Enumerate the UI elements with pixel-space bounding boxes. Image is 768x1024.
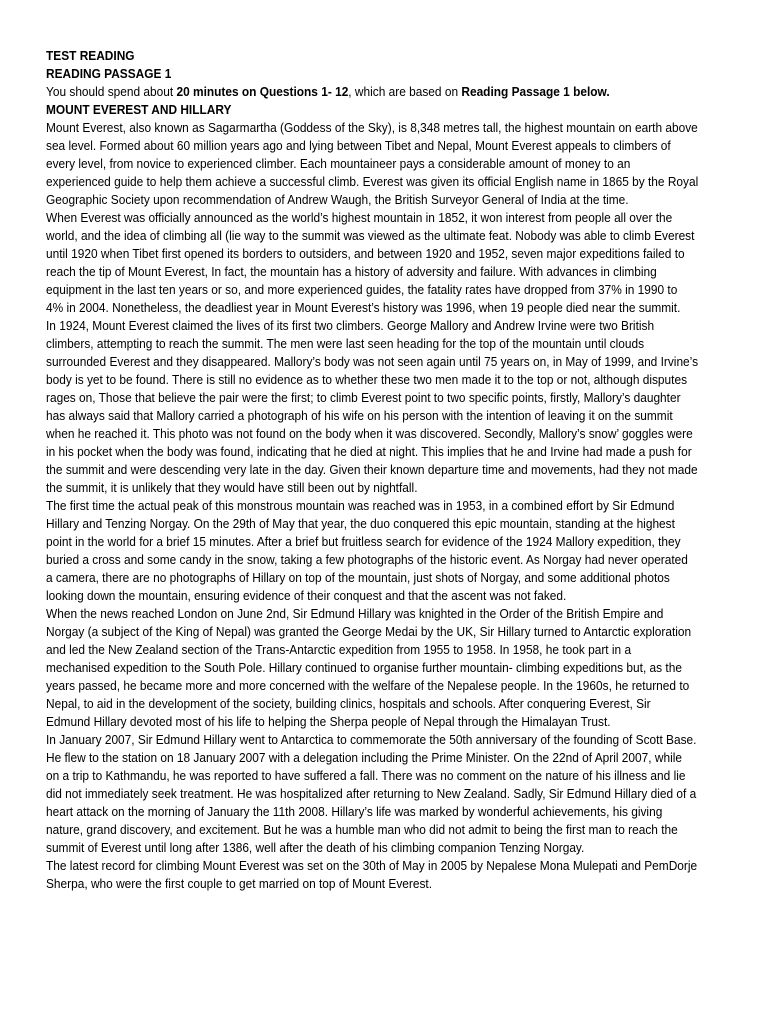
passage-line: looking down the mountain, ensuring evidence of their conquest and that the ascent was not faked. <box>46 588 567 603</box>
passage-line: years passed, he became more and more concerned with the welfare of the Nepalese people. In the 1960s, he returned to <box>46 678 690 693</box>
passage-line: body is yet to be found. There is still no evidence as to whether these two men made it to the top or not, although disputes <box>46 372 688 387</box>
passage-line: reach the tip of Mount Everest, In fact, the mountain has a history of adversity and failure. With advances in climbing <box>46 264 657 279</box>
passage-line: buried a cross and some candy in the snow, taking a few photographs of the historic event. As Norgay had never operated <box>46 552 688 567</box>
passage-line: He flew to the station on 18 January 2007 with a delegation including the Prime Minister. On the 22nd of April 2007, while <box>46 750 682 765</box>
passage-line: Geographic Society upon recommendation of Andrew Waugh, the British Surveyor General of India at the time. <box>46 192 629 207</box>
passage-line: In 1924, Mount Everest claimed the lives of its first two climbers. George Mallory and Andrew Irvine were two British <box>46 318 655 333</box>
passage-line: When the news reached London on June 2nd, Sir Edmund Hillary was knighted in the Order of the British Empire and <box>46 606 664 621</box>
passage-line: Hillary and Tenzing Norgay. On the 29th of May that year, the duo conquered this epic mountain, standing at the highest <box>46 516 675 531</box>
passage-line: equipment in the last ten years or so, and more experienced guides, the fatality rates have dropped from 37% in 1990 to <box>46 282 678 297</box>
passage-line: and led the New Zealand section of the Trans-Antarctic expedition from 1955 to 1958. In 1958, he took part in a <box>46 642 632 657</box>
passage-body <box>46 119 732 893</box>
passage-line: climbers, attempting to reach the summit. The men were last seen heading for the top of the mountain until clouds <box>46 336 645 351</box>
passage-line: when he reached it. This photo was not found on the body when it was discovered. Secondly, Mallory’s snow’ goggles were <box>46 426 693 441</box>
passage-line: every level, from novice to experienced climber. Each mountaineer pays a considerable amount of money to an <box>46 156 631 171</box>
passage-line: Mount Everest, also known as Sagarmartha (Goddess of the Sky), is 8,348 metres tall, the highest mountain on earth above <box>46 120 698 135</box>
passage-line: summit of Everest until long after 1386, well after the death of his climbing companion Tenzing Norgay. <box>46 840 585 855</box>
passage-line: 4% in 2004. Nonetheless, the deadliest year in Mount Everest’s history was 1996, when 19 people died near the summit. <box>46 300 681 315</box>
passage-line: point in the world for a brief 15 minutes. After a brief but fruitless search for evidence of the 1924 Mallory expedition, they <box>46 534 681 549</box>
passage-line: a camera, there are no photographs of Hillary on top of the mountain, just shots of Norgay, and some additional photos <box>46 570 670 585</box>
passage-line: on a trip to Kathmandu, he was reported to have suffered a fall. There was no comment on the nature of his illness and lie <box>46 768 686 783</box>
passage-line: sea level. Formed about 60 million years ago and lying between Tibet and Nepal, Mount Everest appeals to climbers of <box>46 138 671 153</box>
passage-line: the summit and were descending very late in the day. Given their known departure time and movements, had they not made <box>46 462 698 477</box>
passage-line: The latest record for climbing Mount Everest was set on the 30th of May in 2005 by Nepalese Mona Mulepati and PemDorje <box>46 858 698 873</box>
instruction-ref: Reading Passage 1 below. <box>461 84 610 99</box>
passage-line: world, and the idea of climbing all (lie way to the summit was viewed as the ultimate feat. Nobody was able to climb Everest <box>46 228 695 243</box>
passage-line: the summit, it is unlikely that they would have still been out by nightfall. <box>46 480 418 495</box>
passage-line: surrounded Everest and they disappeared. Mallory’s body was not seen again until 75 years on, in May of 1999, and Irvine’s <box>46 354 699 369</box>
passage-line: in his pocket when the body was found, indicating that he died at night. This implies that he and Irvine had made a push for <box>46 444 692 459</box>
instruction-mid: , which are based on <box>348 84 462 99</box>
passage-line: until 1920 when Tibet first opened its borders to outsiders, and between 1920 and 1952, seven major expeditions failed to <box>46 246 685 261</box>
passage-title: READING PASSAGE 1 <box>46 66 172 81</box>
article-title: MOUNT EVEREST AND HILLARY <box>46 102 232 117</box>
instruction-time: 20 minutes on Questions 1- 12 <box>176 84 349 99</box>
passage-line: Edmund Hillary devoted most of his life to helping the Sherpa people of Nepal through the Himalayan Trust. <box>46 714 611 729</box>
passage-line: Sherpa, who were the first couple to get married on top of Mount Everest. <box>46 876 433 891</box>
test-title: TEST READING <box>46 48 135 63</box>
passage-line: nature, grand discovery, and excitement. But he was a humble man who did not admit to being the first man to reach the <box>46 822 678 837</box>
passage-line: rages on, Those that believe the pair were the first; to climb Everest point to two specific points, firstly, Mallory’s daughter <box>46 390 681 405</box>
reading-document <box>46 47 732 893</box>
instruction-line <box>46 83 732 101</box>
passage-line: Norgay (a subject of the King of Nepal) was granted the George Medai by the UK, Sir Hillary turned to Antarctic exploration <box>46 624 692 639</box>
passage-line: has always said that Mallory carried a photograph of his wife on his person with the intention of leaving it on the summit <box>46 408 673 423</box>
passage-line: mechanised expedition to the South Pole. Hillary continued to organise further mountain- climbing expeditions but, as the <box>46 660 682 675</box>
passage-line: The first time the actual peak of this monstrous mountain was reached was in 1953, in a combined effort by Sir Edmund <box>46 498 675 513</box>
passage-line: In January 2007, Sir Edmund Hillary went to Antarctica to commemorate the 50th anniversary of the founding of Scott Base. <box>46 732 697 747</box>
instruction-pre: You should spend about <box>46 84 177 99</box>
passage-line: did not immediately seek treatment. He was hospitalized after returning to New Zealand. Sadly, Sir Edmund Hillary died of a <box>46 786 697 801</box>
passage-line: When Everest was officially announced as the world’s highest mountain in 1852, it won interest from people all over the <box>46 210 673 225</box>
passage-line: Nepal, to aid in the development of the society, building clinics, hospitals and schools. After conquering Everest, Sir <box>46 696 651 711</box>
passage-line: experienced guide to help them achieve a successful climb. Everest was given its official English name in 1865 by the Royal <box>46 174 699 189</box>
passage-line: heart attack on the morning of January the 11th 2008. Hillary’s life was marked by wonderful achievements, his giving <box>46 804 663 819</box>
